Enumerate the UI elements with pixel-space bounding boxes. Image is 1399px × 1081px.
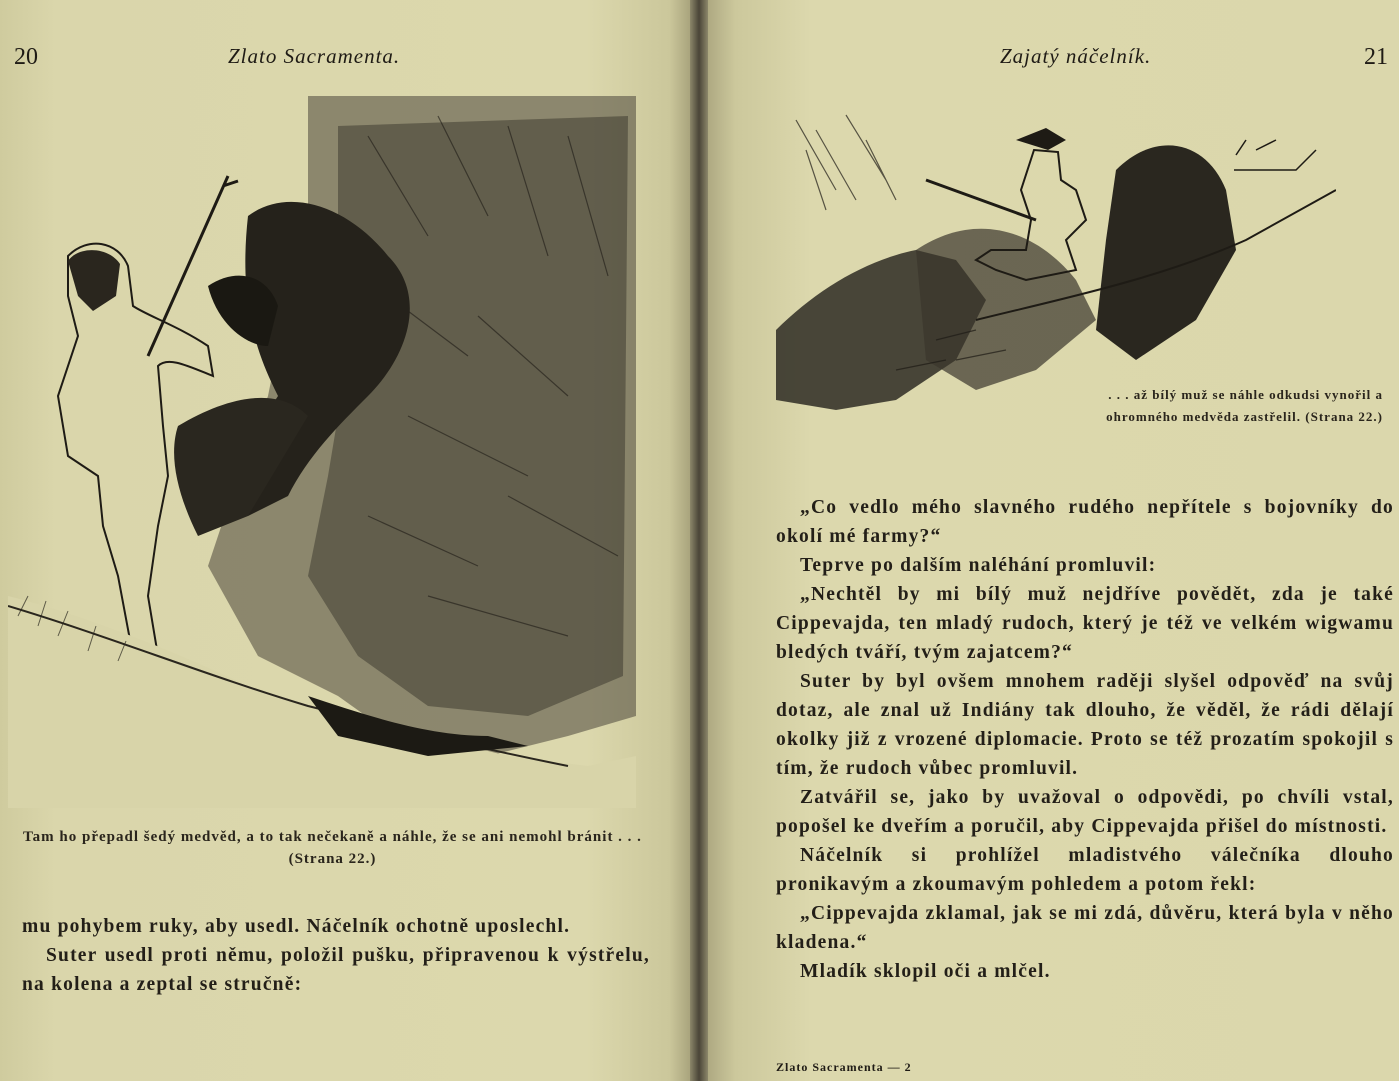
right-paragraph-7: „Cippevajda zklamal, jak se mi zdá, důvěru, která byla v něho kladena.“ bbox=[776, 903, 1394, 953]
right-body-text bbox=[776, 493, 1394, 986]
left-paragraph-2: Suter usedl proti němu, položil pušku, připravenou k výstřelu, na kolena a zeptal se stručně: bbox=[22, 945, 650, 995]
right-footer-signature: Zlato Sacramenta — 2 bbox=[776, 1060, 912, 1074]
right-paragraph-6: Náčelník si prohlížel mladistvého válečníka dlouho pronikavým a zkoumavým pohledem a potom řekl: bbox=[776, 845, 1394, 895]
right-page bbox=[708, 0, 1399, 1081]
right-paragraph-1: „Co vedlo mého slavného rudého nepřítele s bojovníky do okolí mé farmy?“ bbox=[776, 497, 1394, 547]
right-paragraph-3: „Nechtěl by mi bílý muž nejdříve povědět, zda je také Cippevajda, ten mladý rudoch, který je též ve velkém wigwamu bledých tváří, tvým zajatcem?“ bbox=[776, 584, 1394, 663]
left-paragraph-1: mu pohybem ruky, aby usedl. Náčelník ochotně uposlechl. bbox=[22, 916, 571, 937]
hunter-on-rock-illustration bbox=[776, 110, 1336, 410]
right-paragraph-5: Zatvářil se, jako by uvažoval o odpovědi, po chvíli vstal, popošel ke dveřím a poručil, aby Cippevajda přišel do místnosti. bbox=[776, 787, 1394, 837]
left-page-number: 20 bbox=[14, 44, 38, 70]
left-caption: Tam ho přepadl šedý medvěd, a to tak nečekaně a náhle, že se ani nemohl bránit . . . (Strana 22.) bbox=[23, 829, 642, 867]
left-body-text bbox=[22, 912, 650, 999]
left-running-head: Zlato Sacramenta. bbox=[228, 44, 401, 68]
right-paragraph-8: Mladík sklopil oči a mlčel. bbox=[800, 961, 1051, 982]
right-page-number: 21 bbox=[1364, 44, 1388, 70]
right-paragraph-4: Suter by byl ovšem mnohem raději slyšel odpověď na svůj dotaz, ale znal už Indiány tak dlouho, že věděl, že rádi dělají okolky již z vrozené diplomacie. Proto se též prozatím spokojil s tím, že rudoch vůbec promluvil. bbox=[776, 671, 1394, 779]
bear-attack-illustration bbox=[8, 96, 636, 808]
book-gutter bbox=[690, 0, 708, 1081]
right-paragraph-2: Teprve po dalším naléhání promluvil: bbox=[800, 555, 1157, 576]
right-caption: . . . až bílý muž se náhle odkudsi vynořil a ohromného medvěda zastřelil. (Strana 22.) bbox=[1106, 387, 1383, 424]
right-running-head: Zajatý náčelník. bbox=[1000, 44, 1152, 68]
left-page bbox=[0, 0, 690, 1081]
